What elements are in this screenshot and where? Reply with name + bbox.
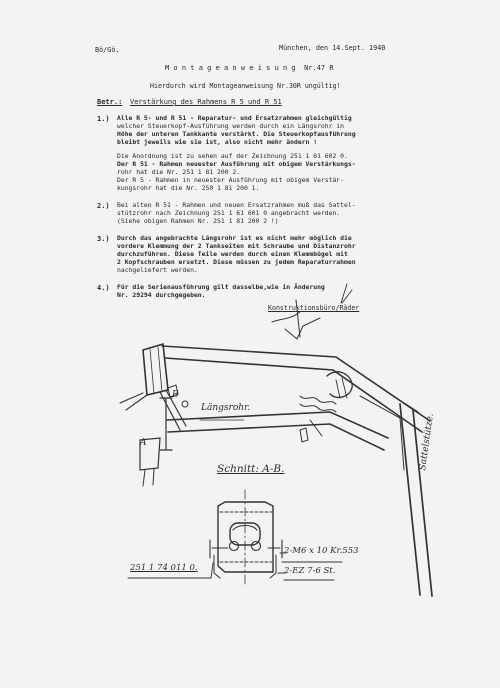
label-laengsrohr: Längsrohr. bbox=[201, 403, 251, 413]
item-line: Der R 51 - Rahmen neuester Ausführung mit obigem Verstärkungs- bbox=[117, 160, 356, 168]
label-sattelstuetze: Sattelstütze. bbox=[418, 412, 436, 472]
item-line: Alle R 5- und R 51 - Reparatur- und Ersatzrahmen gleichgültig bbox=[117, 114, 352, 122]
subject-label: Betr.: bbox=[97, 98, 123, 106]
item-line: Durch das angebrachte Längsrohr ist es nicht mehr möglich die bbox=[117, 234, 352, 242]
item-line: vordere Klemmung der 2 Tankseiten mit Schraube und Distanzrohr bbox=[117, 242, 356, 250]
item-line: nachgeliefert werden. bbox=[117, 266, 198, 274]
item-number: 2.) bbox=[97, 202, 110, 210]
place-date: München, den 14.Sept. 1940 bbox=[279, 44, 386, 52]
part-number-left: 251 1 74 011 0. bbox=[130, 563, 198, 573]
item-line: stützrohr nach Zeichnung 251 1 61 601 0 angebracht werden. bbox=[117, 209, 341, 217]
item-line: Der R 5 - Rahmen in neuester Ausführung mit obigem Verstär- bbox=[117, 176, 345, 184]
item-line: bleibt jeweils wie sie ist, also nicht mehr ändern ! bbox=[117, 138, 318, 146]
item-line: 2 Kopfschrauben ersetzt. Diese müssen zu jedem Reparaturrahmen bbox=[117, 258, 356, 266]
part-number-right-1: 2-M6 x 10 Kr.553 bbox=[284, 546, 359, 556]
section-title: Schnitt: A-B. bbox=[217, 463, 285, 475]
item-line: kungsrohr hat die Nr. 250 1 81 200 1. bbox=[117, 184, 260, 192]
part-number-right-2: 2-EZ 7-6 St. bbox=[284, 566, 336, 576]
department-signature: Konstruktionsbüro/Räder bbox=[268, 304, 360, 312]
item-line: (Siehe obigen Rahmen Nr. 251 1 81 200 2 !) bbox=[117, 217, 279, 225]
item-line: durchzuführen. Diese Teile werden durch einen Klemmbügel mit bbox=[117, 250, 348, 258]
item-line: Höhe der unteren Tankkante verstärkt. Die Steuerkopfausführung bbox=[117, 130, 356, 138]
item-number: 4.) bbox=[97, 284, 110, 292]
item-line: Nr. 29294 durchgegeben. bbox=[117, 291, 206, 299]
item-line: welcher Steuerkopf-Ausführung werden durch ein Längsrohr in bbox=[117, 122, 345, 130]
item-line: Die Anordnung ist zu sehen auf der Zeichnung 251 1 61 602 0. bbox=[117, 152, 348, 160]
document-title: M o n t a g e a n w e i s u n g Nr.47 R bbox=[165, 64, 334, 72]
item-line: Bei alten R 51 - Rahmen und neuen Ersatzrahmen muß das Sattel- bbox=[117, 201, 356, 209]
document-subtitle: Hierdurch wird Montageanweisung Nr.30R ungültig! bbox=[150, 82, 341, 90]
item-number: 1.) bbox=[97, 115, 110, 123]
subject-text: Verstärkung des Rahmens R 5 und R 51 bbox=[130, 98, 282, 106]
item-number: 3.) bbox=[97, 235, 110, 243]
label-section-b: B bbox=[172, 390, 179, 400]
reference-initials: Bö/Gö. bbox=[95, 46, 120, 54]
label-section-a: A bbox=[140, 438, 147, 448]
item-line: Für die Serienausführung gilt dasselbe,wie in Änderung bbox=[117, 283, 325, 291]
item-line: rohr hat die Nr. 251 1 81 200 2. bbox=[117, 168, 241, 176]
